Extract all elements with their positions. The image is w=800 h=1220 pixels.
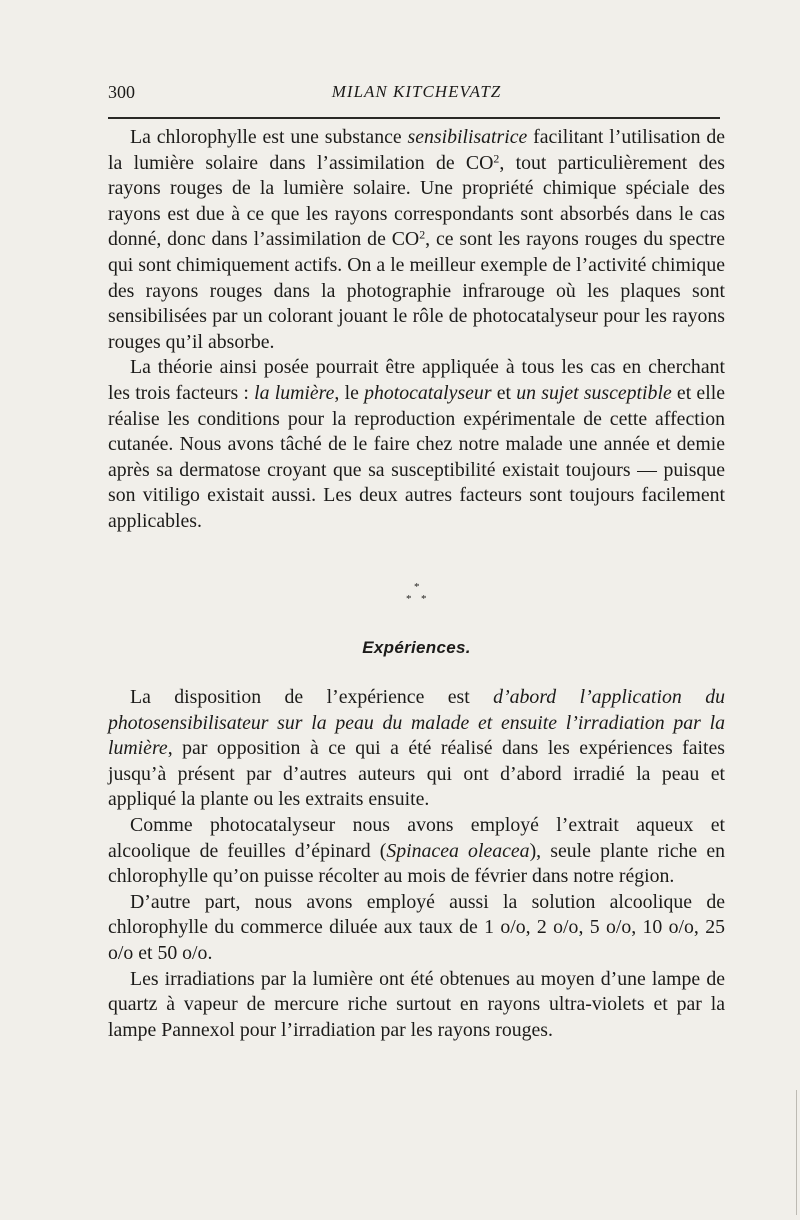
p1-superscript-2: 2	[419, 227, 426, 242]
paragraph-solution: D’autre part, nous avons employé aussi la solution alcoolique de chlorophylle du commerce diluée aux taux de 1 o/o, 2 o/o, 5 o/o, 10 o/o, 25 o/o et 50 o/o.	[108, 890, 725, 964]
p4-text-a: Comme photocatalyseur nous avons employé l’extrait aqueux et alcoolique de feuilles d’épinard (	[108, 813, 725, 862]
p1-emphasis-sensibilisatrice: sensibilisatrice	[407, 126, 528, 148]
asterism-star: *	[406, 593, 412, 605]
text-block-lower	[108, 685, 725, 1043]
header-rule	[108, 117, 720, 119]
text-block-upper	[108, 125, 725, 535]
p3-emphasis-application: d’abord l’application du photosensibilisateur sur la peau du malade et ensuite l’irradiation par la lumière	[108, 686, 725, 760]
p4-text-c: ), seule plante riche en chlorophylle qu’on puisse récolter au mois de février dans notre région.	[108, 839, 725, 888]
p1-text-d: , tout particulièrement des rayons rouges de la lumière solaire. Une propriété chimique spéciale des rayons est due à ce que les rayons correspondants sont absorbés dans le cas donné, donc dans l’assimilation de CO	[108, 151, 725, 251]
asterism-star: *	[414, 581, 420, 593]
asterism	[108, 580, 725, 610]
paragraph-disposition	[108, 685, 725, 813]
p2-emphasis-photocatalyseur: photocatalyseur	[364, 381, 492, 404]
p2-text-a: La théorie ainsi posée pourrait être appliquée à tous les cas en cherchant les trois facteurs :	[108, 356, 725, 404]
p2-emphasis-sujet: un sujet susceptible	[516, 381, 672, 404]
p2-text-c: , le	[334, 381, 365, 404]
book-page	[108, 0, 725, 1220]
asterism-star: *	[421, 593, 427, 605]
p2-emphasis-lumiere: la lumière	[254, 381, 335, 404]
p1-text-a: La chlorophylle est une substance	[130, 126, 408, 148]
page-edge-line	[796, 1090, 797, 1215]
paragraph-photocatalyseur	[108, 813, 725, 890]
p2-text-g: et elle réalise les conditions pour la reproduction expérimentale de cette affection cutanée. Nous avons tâché de le faire chez notre malade une année et demie après sa dermatose croyant que sa susceptibilité existait toujours — puisque son vitiligo existait aussi. Les deux autres facteurs sont toujours facilement applicables.	[108, 381, 725, 532]
p1-text-e: , ce sont les rayons rouges du spectre qui sont chimiquement actifs. On a le meilleur exemple de l’activité chimique des rayons rouges dans la photographie infrarouge où les plaques sont sensibilisées par un colorant jouant le rôle de photocatalyseur pour les rayons rouges qu’il absorbe.	[108, 228, 726, 353]
paragraph-theorie	[108, 355, 725, 534]
running-title: MILAN KITCHEVATZ	[331, 82, 502, 101]
p1-superscript-1: 2	[493, 151, 500, 166]
paragraph-chlorophylle	[108, 125, 725, 355]
p3-text-c: , par opposition à ce qui a été réalisé dans les expériences faites jusqu’à présent par d’autres auteurs qui ont d’abord irradié la peau et appliqué la plante ou les extraits ensuite.	[108, 737, 725, 811]
page-number: 300	[108, 82, 135, 102]
paragraph-irradiations: Les irradiations par la lumière ont été obtenues au moyen d’une lampe de quartz à vapeur de mercure riche surtout en rayons ultra-violets et par la lampe Pannexol pour l’irradiation par les rayons rouges.	[108, 967, 725, 1041]
section-heading: Expériences.	[362, 638, 471, 657]
p3-text-a: La disposition de l’expérience est	[130, 686, 494, 708]
running-head	[108, 82, 725, 106]
p2-text-e: et	[491, 381, 517, 404]
p4-emphasis-spinacea: Spinacea oleacea	[386, 839, 530, 862]
p1-text-c: facilitant l’utilisation de la lumière solaire dans l’assimilation de CO	[108, 126, 725, 174]
